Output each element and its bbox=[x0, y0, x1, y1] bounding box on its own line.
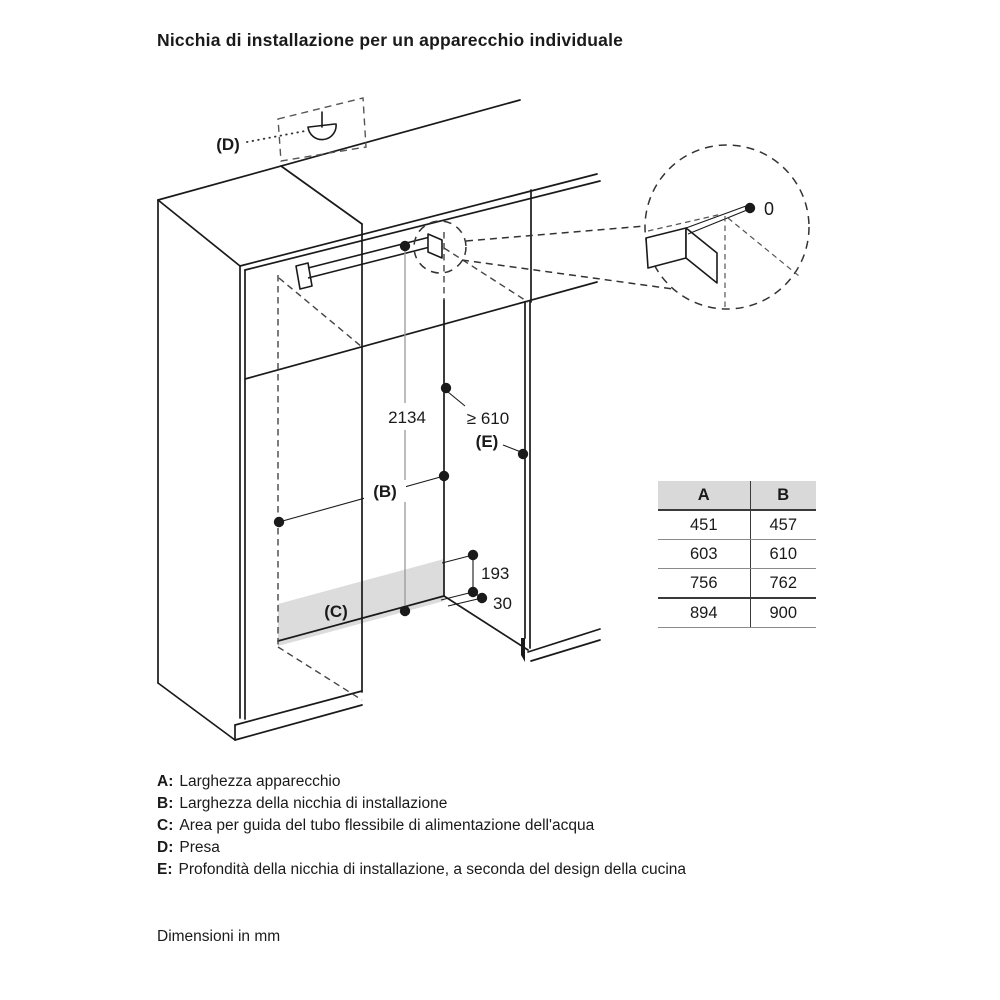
cell-a: 756 bbox=[658, 569, 750, 599]
legend-key: E: bbox=[157, 861, 173, 878]
legend-text: Profondità della nicchia di installazione, a seconda del design della cucina bbox=[178, 861, 687, 878]
legend-key: A: bbox=[157, 773, 174, 790]
legend bbox=[157, 771, 686, 881]
detail-content bbox=[646, 199, 799, 307]
hose-top-dim-label: 193 bbox=[481, 564, 510, 583]
socket-icon bbox=[308, 112, 336, 140]
measure-point bbox=[441, 383, 451, 393]
table-row bbox=[658, 598, 816, 628]
measure-point bbox=[400, 606, 410, 616]
legend-item-d bbox=[157, 837, 686, 859]
depth-value-label: ≥ 610 bbox=[466, 409, 510, 428]
measure-point bbox=[274, 517, 284, 527]
handle-right-bracket bbox=[428, 234, 442, 258]
cell-a: 894 bbox=[658, 598, 750, 628]
right-panel-foot bbox=[521, 638, 525, 662]
legend-item-e bbox=[157, 859, 686, 881]
zero-reference-label: 0 bbox=[763, 199, 775, 219]
cell-a: 451 bbox=[658, 510, 750, 540]
socket-leader-dotted bbox=[247, 131, 305, 142]
measure-point bbox=[400, 241, 410, 251]
table-row bbox=[658, 540, 816, 569]
table-row bbox=[658, 510, 816, 540]
hose-bottom-dim-label: 30 bbox=[493, 594, 512, 613]
table-row bbox=[658, 569, 816, 599]
socket-label: (D) bbox=[216, 135, 240, 154]
dimension-table bbox=[658, 481, 816, 628]
page-title: Nicchia di installazione per un apparecchio individuale bbox=[157, 30, 624, 50]
measure-point bbox=[468, 587, 478, 597]
detail-zoom-circle bbox=[645, 145, 809, 309]
niche-width-label: (B) bbox=[373, 482, 397, 501]
cell-b: 457 bbox=[750, 510, 816, 540]
legend-key: B: bbox=[157, 795, 174, 812]
legend-item-b bbox=[157, 793, 686, 815]
table-header-row bbox=[658, 481, 816, 510]
cell-b: 610 bbox=[750, 540, 816, 569]
socket-area-box bbox=[278, 98, 366, 161]
measure-point bbox=[518, 449, 528, 459]
column-header-b: B bbox=[750, 481, 816, 510]
measure-point bbox=[745, 203, 755, 213]
legend-key: D: bbox=[157, 839, 174, 856]
legend-key: C: bbox=[157, 817, 174, 834]
depth-key-label: (E) bbox=[475, 432, 499, 451]
legend-item-a bbox=[157, 771, 686, 793]
cabinet-outline bbox=[158, 100, 600, 740]
cell-b: 900 bbox=[750, 598, 816, 628]
hose-area-label: (C) bbox=[324, 602, 348, 621]
door-handle bbox=[296, 234, 442, 289]
measure-point bbox=[477, 593, 487, 603]
cell-b: 762 bbox=[750, 569, 816, 599]
detail-callout bbox=[414, 145, 809, 309]
socket-callout bbox=[216, 98, 366, 161]
measure-point bbox=[439, 471, 449, 481]
height-dim-label: 2134 bbox=[388, 408, 426, 427]
legend-item-c bbox=[157, 815, 686, 837]
legend-text: Area per guida del tubo flessibile di alimentazione dell'acqua bbox=[179, 817, 595, 834]
legend-text: Larghezza apparecchio bbox=[179, 773, 341, 790]
measure-point bbox=[468, 550, 478, 560]
units-note: Dimensioni in mm bbox=[157, 928, 281, 945]
legend-text: Larghezza della nicchia di installazione bbox=[179, 795, 448, 812]
column-header-a: A bbox=[658, 481, 750, 510]
legend-text: Presa bbox=[179, 839, 220, 856]
cell-a: 603 bbox=[658, 540, 750, 569]
